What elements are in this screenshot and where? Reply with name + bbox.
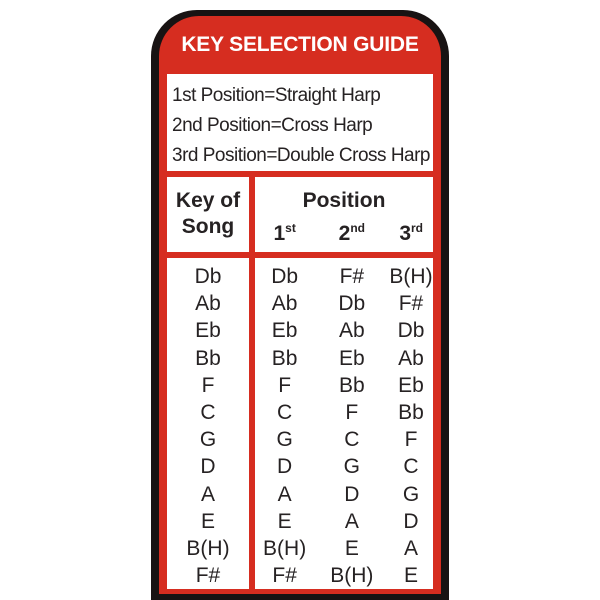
key-cell: C [200,401,216,425]
position-cell: Ab [338,319,365,343]
position-cell: E [344,536,359,560]
position-cell: Bb [398,400,424,424]
key-cell: A [200,482,215,506]
position-cell: F# [339,265,365,288]
position-cell: A [277,482,292,506]
position-cell: C [344,428,360,452]
key-cell: B(H) [186,537,230,561]
position-cell: E [403,564,418,588]
position-cell: D [403,509,419,533]
legend-line-2nd-position: 2nd Position=Cross Harp [172,115,373,136]
card-inner [159,16,441,594]
table-header-row [167,177,433,252]
position-cell: Db [338,292,366,316]
position-cell: Bb [338,373,365,397]
key-cell: E [200,509,215,533]
key-header-line1: Key of [175,189,241,212]
position-2nd-label: 2nd [338,221,365,245]
position-cell: Eb [338,346,365,370]
key-cell: D [200,455,216,479]
position-cell: F# [272,564,297,588]
position-cell: D [277,455,293,479]
key-selection-card [151,10,449,600]
position-cell: F [404,428,418,452]
position-cell: Db [397,319,425,343]
legend-line-1st-position: 1st Position=Straight Harp [172,85,381,106]
key-cell: Db [194,265,222,288]
position-cell: B(H) [389,265,433,288]
legend-line-3rd-position: 3rd Position=Double Cross Harp [172,145,430,166]
position-cell: F# [398,292,424,316]
position-cell: B(H) [263,536,307,560]
position-cell: C [277,400,293,424]
position-cell: Eb [398,373,424,397]
position-cell: Db [271,265,299,288]
position-cell: Ab [271,292,298,316]
position-cell: Ab [398,346,424,370]
card-title: KEY SELECTION GUIDE [181,33,419,56]
position-cell: C [403,455,419,479]
key-cell: Ab [195,292,221,316]
legend-box [167,74,433,171]
position-3rd-label: 3rd [399,221,424,245]
position-cell: D [344,482,360,506]
key-header-line2: Song [181,215,235,238]
position-1st-label: 1st [273,221,296,245]
key-of-song-header [167,177,249,252]
position-cell: Bb [271,346,298,370]
key-cell: F# [195,564,221,588]
key-cell: Eb [195,319,221,343]
key-cell: Bb [195,346,221,370]
position-cell: G [276,428,293,452]
key-of-song-column [167,258,249,589]
position-header-title: Position [302,189,386,212]
position-cell: G [343,455,360,479]
position-cell: E [277,509,292,533]
table-body [167,258,433,589]
key-cell: G [199,428,217,452]
position-cell: F [345,400,359,424]
position-cell: F [278,373,292,397]
position-cell: Eb [271,319,298,343]
position-cell: G [402,482,420,506]
key-cell: F [201,373,215,397]
position-column-labels [255,214,433,248]
position-columns [255,258,433,589]
position-cell: A [403,536,418,560]
position-cell: A [344,509,359,533]
position-cell: B(H) [330,564,374,588]
position-header [255,177,433,252]
